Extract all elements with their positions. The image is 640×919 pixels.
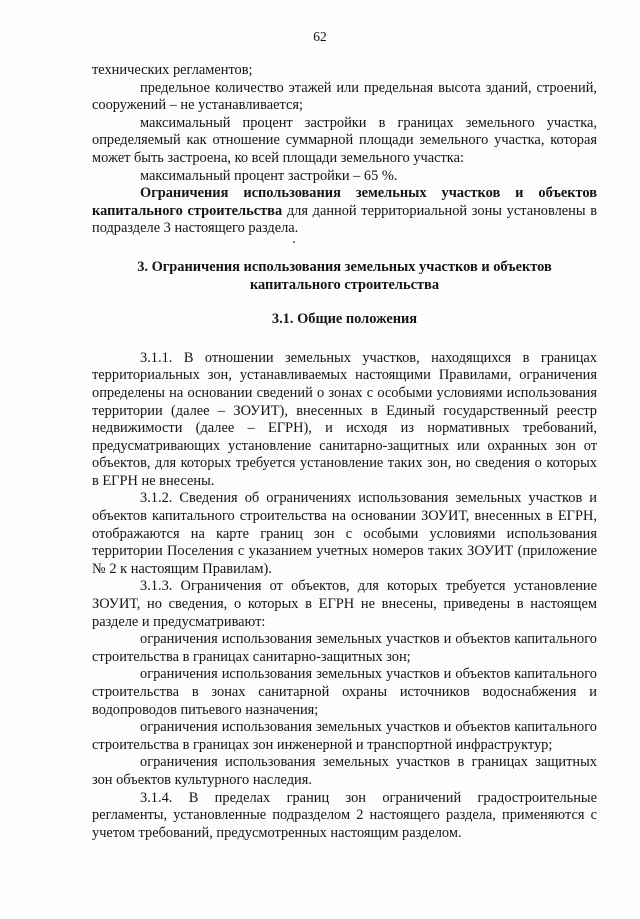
clause-3-1-2: 3.1.2. Сведения об ограничениях использования земельных участков и объектов капитального строительства на основании ЗОУИТ, внесенных в ЕГРН, отображаются на карте границ зон с особыми условиями использования территории Поселения с указанием учетных номеров таких ЗОУИТ (приложение № 2 к настоящим Правилам). [92, 490, 597, 577]
intro-paragraph-5 [92, 185, 597, 238]
clause-3-1-4: 3.1.4. В пределах границ зон ограничений градостроительные регламенты, установленные подразделом 2 настоящего раздела, применяются с учетом требований, предусмотренных настоящим разделом. [92, 789, 597, 841]
restrictions-rest-text: для данной территориальной зоны установлены в подразделе 3 настоящего раздела. [92, 202, 597, 237]
list-item: ограничения использования земельных участков и объектов капитального строительства в границах зон инженерной и транспортной инфраструктур; [92, 719, 597, 753]
list-item: ограничения использования земельных участков и объектов капитального строительства в границах санитарно-защитных зон; [92, 631, 597, 665]
clause-3-1-1: 3.1.1. В отношении земельных участков, находящихся в границах территориальных зон, устанавливаемых настоящими Правилами, ограничения определены на основании сведений о зонах с особыми условиями использования территории (далее – ЗОУИТ), внесенных в Единый государственный реестр недвижимости (далее – ЕГРН), и исходя из нормативных требований, предусматривающих установление санитарно-защитных или охранных зон от объектов, для которых требуется установление таких зон, но сведения о которых в ЕГРН не внесены. [92, 349, 597, 489]
intro-paragraph-4: максимальный процент застройки – 65 %. [140, 167, 398, 184]
page-body [92, 62, 597, 842]
page-number: 62 [313, 29, 327, 44]
section-heading: 3. Ограничения использования земельных участков и объектов капитального строительства [137, 258, 552, 293]
intro-paragraph-1: технических регламентов; [92, 62, 253, 78]
list-item: ограничения использования земельных участков в границах защитных зон объектов культурного наследия. [92, 754, 597, 788]
list-item: ограничения использования земельных участков и объектов капитального строительства в зонах санитарной охраны источников водоснабжения и водопроводов питьевого назначения; [92, 666, 597, 718]
clause-3-1-3: 3.1.3. Ограничения от объектов, для которых требуется установление ЗОУИТ, но сведения, о которых в ЕГРН не внесены, приведены в настоящем разделе и предусматривают: [92, 578, 597, 630]
restrictions-bold-text: Ограничения использования земельных участков и объектов капитального строительства [92, 185, 597, 219]
intro-paragraph-2: предельное количество этажей или предельная высота зданий, строений, сооружений – не устанавливается; [92, 79, 597, 114]
intro-paragraph-3: максимальный процент застройки в границах земельного участка, определяемый как отношение суммарной площади земельного участка, которая может быть застроена, ко всей площади земельного участка: [92, 114, 597, 166]
subsection-heading: 3.1. Общие положения [271, 311, 418, 328]
